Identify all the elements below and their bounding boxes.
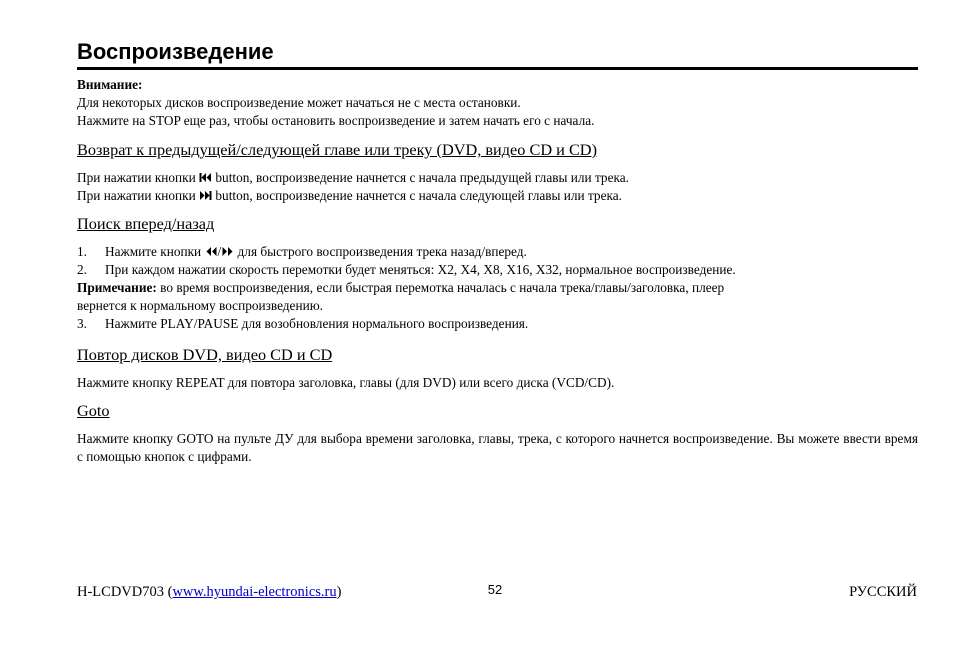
return-line-1-post: button, воспроизведение начнется с начала предыдущей главы или трека. [215,170,629,185]
attention-label: Внимание: [77,77,143,92]
list-item [77,315,918,333]
note-text: во время воспроизведения, если быстрая перемотка началась с начала трека/главы/заголовка, плеер [160,280,725,295]
list-item [77,261,918,279]
list-number: 3. [77,316,87,331]
fast-forward-icon [221,246,234,257]
list-separator: / [217,244,222,259]
rewind-icon [205,246,218,257]
section-search-body [77,243,918,333]
footer-model-close: ) [336,584,342,600]
page-number: 52 [487,582,503,597]
repeat-text: Нажмите кнопку REPEAT для повтора заголовка, главы (для DVD) или всего диска (VCD/CD). [77,375,615,390]
list-item [77,243,918,261]
section-search-heading: Поиск вперед/назад [77,214,215,233]
list-text: для быстрого воспроизведения трека назад/вперед. [237,244,527,259]
section-goto-heading: Goto [77,401,110,420]
note-line [77,279,918,297]
section-goto-body: Нажмите кнопку GOTO на пульте ДУ для выбора времени заголовка, главы, трека, с которого начнется воспроизведение. Вы можете ввести время с помощью кнопок с цифрами. [77,431,918,464]
list-text: При каждом нажатии скорость перемотки будет меняться: X2, X4, X8, X16, X32, нормальное воспроизведение. [105,262,736,277]
return-line-2 [77,187,918,205]
section-return-heading: Возврат к предыдущей/следующей главе или треку (DVD, видео CD и CD) [77,140,597,159]
section-return-body [77,169,918,205]
website-link[interactable]: www.hyundai-electronics.ru [172,584,337,600]
return-line-1 [77,169,918,187]
list-number: 2. [77,262,87,277]
skip-next-icon [199,190,212,201]
attention-line-2: Нажмите на STOP еще раз, чтобы остановить воспроизведение и затем начать его с начала. [77,113,595,128]
skip-previous-icon [199,172,212,183]
list-text: Нажмите кнопки [105,244,202,259]
note-line-2: вернется к нормальному воспроизведению. [77,298,323,313]
attention-line-1: Для некоторых дисков воспроизведение может начаться не с места остановки. [77,95,521,110]
footer-language: РУССКИЙ [849,584,917,600]
return-line-1-pre: При нажатии кнопки [77,170,196,185]
note-label: Примечание: [77,280,157,295]
section-repeat-heading: Повтор дисков DVD, видео CD и CD [77,345,333,364]
list-text: Нажмите PLAY/PAUSE для возобновления нормального воспроизведения. [105,316,529,331]
attention-block [77,76,918,130]
page-title: Воспроизведение [77,38,918,70]
footer-model-text: H-LCDVD703 ( [77,584,173,600]
list-number: 1. [77,244,87,259]
return-line-2-post: button, воспроизведение начнется с начала следующей главы или трека. [215,188,622,203]
footer-model [77,583,341,601]
section-repeat-body [77,374,918,392]
return-line-2-pre: При нажатии кнопки [77,188,196,203]
